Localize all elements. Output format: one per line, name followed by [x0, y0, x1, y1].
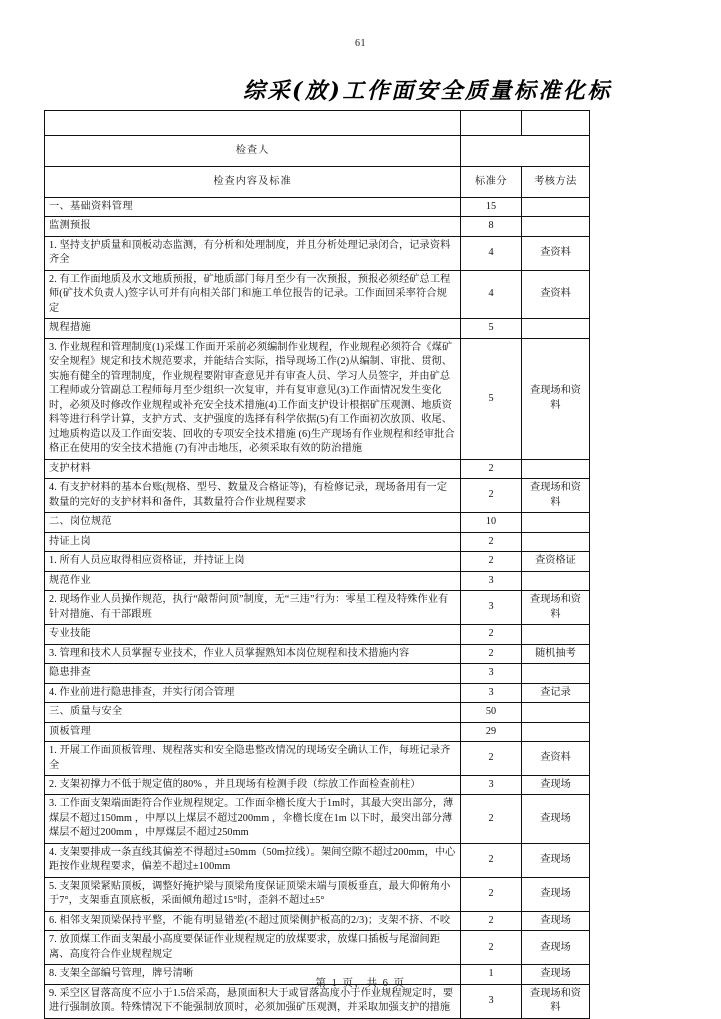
row-method: [522, 198, 590, 217]
table-row: [45, 683, 590, 702]
row-section-title: 监测预报: [45, 217, 461, 236]
inspector-value-cell: [461, 136, 590, 167]
row-score: 2: [461, 911, 522, 930]
row-method: 查现场和资料: [522, 591, 590, 625]
table-row: [45, 513, 590, 532]
row-content: 4. 作业前进行隐患排查，并实行闭合管理: [45, 683, 461, 702]
table-row: [45, 931, 590, 965]
inspector-label: 检查人: [45, 136, 461, 167]
table-row: [45, 625, 590, 644]
row-score: 2: [461, 877, 522, 911]
row-score: 2: [461, 644, 522, 663]
row-method: 查现场: [522, 795, 590, 843]
row-method: 查现场和资料: [522, 984, 590, 1018]
row-score: 5: [461, 319, 522, 338]
row-method: 查现场: [522, 877, 590, 911]
row-content: 3. 管理和技术人员掌握专业技术，作业人员掌握熟知本岗位规程和技术措施内容: [45, 644, 461, 663]
table-row: [45, 877, 590, 911]
row-method: [522, 571, 590, 590]
row-method: 查现场: [522, 911, 590, 930]
header-score: 标准分: [461, 167, 522, 198]
table-row: [45, 571, 590, 590]
row-method: [522, 722, 590, 741]
table-row: [45, 270, 590, 318]
row-method: [522, 513, 590, 532]
table-row: [45, 236, 590, 270]
row-method: 查资料: [522, 742, 590, 776]
row-section-title: 规程措施: [45, 319, 461, 338]
row-method: 查现场: [522, 843, 590, 877]
table-row: [45, 479, 590, 513]
table-row: [45, 722, 590, 741]
row-score: 4: [461, 270, 522, 318]
row-score: 1: [461, 965, 522, 984]
row-score: 4: [461, 236, 522, 270]
row-content: 8. 支架全部编号管理，牌号清晰: [45, 965, 461, 984]
table-row: [45, 319, 590, 338]
row-method: [522, 319, 590, 338]
row-method: 查记录: [522, 683, 590, 702]
blank-cell-method: [522, 111, 590, 136]
row-method: 查现场: [522, 931, 590, 965]
row-section-title: 一、基础资料管理: [45, 198, 461, 217]
table-row: [45, 217, 590, 236]
row-method: [522, 217, 590, 236]
row-method: [522, 703, 590, 722]
table-row: [45, 552, 590, 571]
row-score: 2: [461, 479, 522, 513]
row-method: [522, 532, 590, 551]
row-section-title: 二、岗位规范: [45, 513, 461, 532]
row-section-title: 规范作业: [45, 571, 461, 590]
header-content: 检查内容及标准: [45, 167, 461, 198]
page-number-top: 61: [355, 38, 366, 49]
row-method: [522, 664, 590, 683]
row-content: 9. 采空区冒落高度不应小于1.5倍采高，悬顶面积大于或冒落高度小于作业规程规定时，要进行强制放顶。特殊情况下不能强制放顶时，必须加强矿压观测，并采取加强支护的措施: [45, 984, 461, 1018]
row-score: 3: [461, 571, 522, 590]
blank-cell-score: [461, 111, 522, 136]
row-content: 5. 支架顶梁紧贴顶板，调整好掩护梁与顶梁角度保证顶梁末端与顶板垂直，最大仰俯角小于7°，支架垂直顶底板，采面倾角超过15°时，歪斜不超过±5°: [45, 877, 461, 911]
row-method: [522, 459, 590, 478]
row-section-title: 持证上岗: [45, 532, 461, 551]
row-score: 2: [461, 795, 522, 843]
row-score: 3: [461, 775, 522, 794]
row-section-title: 三、质量与安全: [45, 703, 461, 722]
header-method: 考核方法: [522, 167, 590, 198]
row-score: 2: [461, 532, 522, 551]
table-row-blank: [45, 111, 590, 136]
row-score: 3: [461, 664, 522, 683]
row-score: 3: [461, 591, 522, 625]
table-row: [45, 795, 590, 843]
row-method: [522, 625, 590, 644]
row-content: 7. 放顶煤工作面支架最小高度要保证作业规程规定的放煤要求，放煤口插板与尾溜间距离、高度符合作业规程规定: [45, 931, 461, 965]
table-row: [45, 338, 590, 459]
table-body: [45, 111, 590, 1019]
table-row: [45, 459, 590, 478]
table-row: [45, 775, 590, 794]
table-row-header: [45, 167, 590, 198]
table-row: [45, 198, 590, 217]
table-row: [45, 532, 590, 551]
row-score: 50: [461, 703, 522, 722]
row-content: 1. 所有人员应取得相应资格证，并持证上岗: [45, 552, 461, 571]
document-title: 综采(放)工作面安全质量标准化标: [243, 78, 612, 104]
table-row: [45, 911, 590, 930]
row-score: 2: [461, 742, 522, 776]
row-section-title: 顶板管理: [45, 722, 461, 741]
row-content: 6. 相邻支架顶梁保持平整，不能有明显错差(不超过顶梁侧护板高的2/3)；支架不挤、不咬: [45, 911, 461, 930]
row-content: 2. 支架初撑力不低于规定值的80% ，并且现场有检测手段（综放工作面检查前柱）: [45, 775, 461, 794]
table-row: [45, 664, 590, 683]
row-content: 4. 支架要排成一条直线其偏差不得超过±50mm（50m拉线）。架间空隙不超过200mm，中心距按作业规程要求，偏差不超过±100mm: [45, 843, 461, 877]
row-score: 2: [461, 931, 522, 965]
table-row: [45, 742, 590, 776]
row-content: 3. 工作面支架端面距符合作业规程规定。工作面伞檐长度大于1m时，其最大突出部分，薄煤层不超过150mm ，中厚以上煤层不超过200mm ，伞檐长度在1m 以下时，最突出部分薄煤层不超过200mm ，中厚煤层不超过250mm: [45, 795, 461, 843]
row-content: 4. 有支护材料的基本台账(规格、型号、数量及合格证等)，有检修记录，现场备用有一定数量的完好的支护材料和备件，其数量符合作业规程要求: [45, 479, 461, 513]
row-section-title: 专业技能: [45, 625, 461, 644]
row-content: 3. 作业规程和管理制度(1)采煤工作面开采前必须编制作业规程，作业规程必须符合《煤矿安全规程》规定和技术规范要求，并能结合实际，指导现场工作(2)从编制、审批、贯彻、实施有健全的管理制度，作业规程要附审查意见并有审查人员、学习人员签字，并由矿总工程师或分管副总工程师每月至少组织一次复审，并有复审意见(3)工作面情况发生变化时，必须及时修改作业规程或补充安全技术措施(4)工作面支护设计根据矿压观测、地质资料等进行科学计算，支护方式、支护强度的选择有科学依据(5)有工作面初次放顶、收尾、过地质构造以及工作面安装、回收的专项安全技术措施 (6)生产现场有作业规程和经审批合格正在使用的安全技术措施 (7)有冲击地压，必须采取有效的防治措施: [45, 338, 461, 459]
row-method: 查资料: [522, 270, 590, 318]
row-score: 5: [461, 338, 522, 459]
table-row-inspector: [45, 136, 590, 167]
row-score: 15: [461, 198, 522, 217]
row-score: 2: [461, 552, 522, 571]
row-score: 10: [461, 513, 522, 532]
row-method: 查现场: [522, 775, 590, 794]
row-method: 查资格证: [522, 552, 590, 571]
table-row: [45, 843, 590, 877]
table-row: [45, 644, 590, 663]
row-method: 查现场和资料: [522, 479, 590, 513]
row-content: 2. 有工作面地质及水文地质预报，矿地质部门每月至少有一次预报，预报必须经矿总工程师(矿技术负责人)签字认可并有向相关部门和施工单位报告的记录。工作面回采率符合规定: [45, 270, 461, 318]
blank-cell-content: [45, 111, 461, 136]
row-content: 1. 坚持支护质量和顶板动态监测，有分析和处理制度，并且分析处理记录闭合，记录资料齐全: [45, 236, 461, 270]
standardization-inspection-table: [44, 110, 590, 1019]
row-method: 查资料: [522, 236, 590, 270]
row-score: 8: [461, 217, 522, 236]
table-row: [45, 703, 590, 722]
table-row: [45, 591, 590, 625]
row-method: 查现场和资料: [522, 338, 590, 459]
row-score: 3: [461, 683, 522, 702]
row-score: 2: [461, 459, 522, 478]
row-method: 查现场: [522, 965, 590, 984]
row-content: 2. 现场作业人员操作规范，执行“敲帮问顶”制度，无“三违”行为：零星工程及特殊作业有针对措施、有干部跟班: [45, 591, 461, 625]
row-score: 29: [461, 722, 522, 741]
page-footer: 第 1 页，共 6 页: [315, 978, 406, 989]
row-score: 3: [461, 984, 522, 1018]
row-section-title: 隐患排查: [45, 664, 461, 683]
row-score: 2: [461, 625, 522, 644]
row-content: 1. 开展工作面顶板管理、规程落实和安全隐患整改情况的现场安全确认工作，每班记录齐全: [45, 742, 461, 776]
row-score: 2: [461, 843, 522, 877]
row-section-title: 支护材料: [45, 459, 461, 478]
row-method: 随机抽考: [522, 644, 590, 663]
